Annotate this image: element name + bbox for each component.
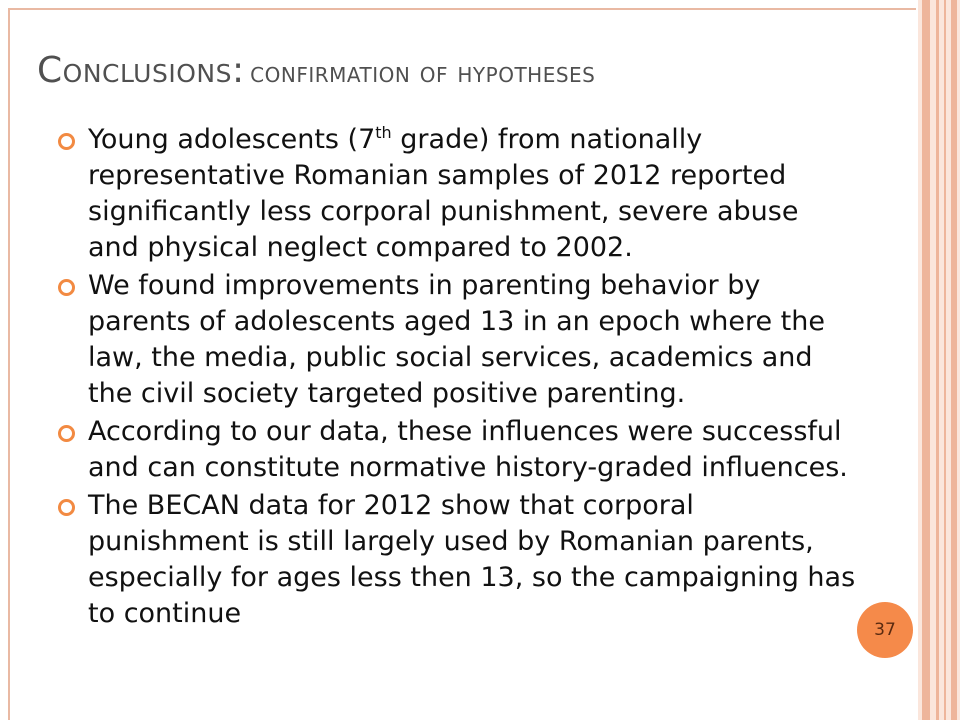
bullet-item <box>56 268 856 412</box>
bullet-text-post: grade) from nationally representative Romanian samples of 2012 reported significantly less corporal punishment, severe abuse and physical neglect compared to 2002. <box>88 124 799 263</box>
bullet-list <box>56 122 856 634</box>
page-number: 37 <box>874 620 896 640</box>
decorative-stripes <box>918 0 960 720</box>
stripe <box>936 0 939 720</box>
slide-title <box>37 50 897 91</box>
stripe <box>922 0 930 720</box>
bullet-text: We found improvements in parenting behavior by parents of adolescents aged 13 in an epoch where the law, the media, public social services, academics and the civil society targeted positive parenting. <box>88 270 825 409</box>
stripe <box>944 0 946 720</box>
title-sub: confirmation of hypotheses <box>250 56 596 89</box>
stripe <box>951 0 957 720</box>
ring-bullet-icon <box>58 133 75 150</box>
bullet-text-sup: th <box>375 123 392 142</box>
bullet-item <box>56 414 856 486</box>
ring-bullet-icon <box>58 499 75 516</box>
ring-bullet-icon <box>58 279 75 296</box>
bullet-item <box>56 488 856 632</box>
bullet-text-pre: Young adolescents (7 <box>88 124 376 155</box>
bullet-text: According to our data, these influences were successful and can constitute normative history-graded influences. <box>88 416 848 483</box>
bullet-item <box>56 122 856 266</box>
ring-bullet-icon <box>58 425 75 442</box>
bullet-text: The BECAN data for 2012 show that corporal punishment is still largely used by Romanian parents, especially for ages less then 13, so the campaigning has to continue <box>88 490 856 629</box>
page-number-badge <box>857 602 913 658</box>
title-main: Conclusions: <box>37 50 245 91</box>
